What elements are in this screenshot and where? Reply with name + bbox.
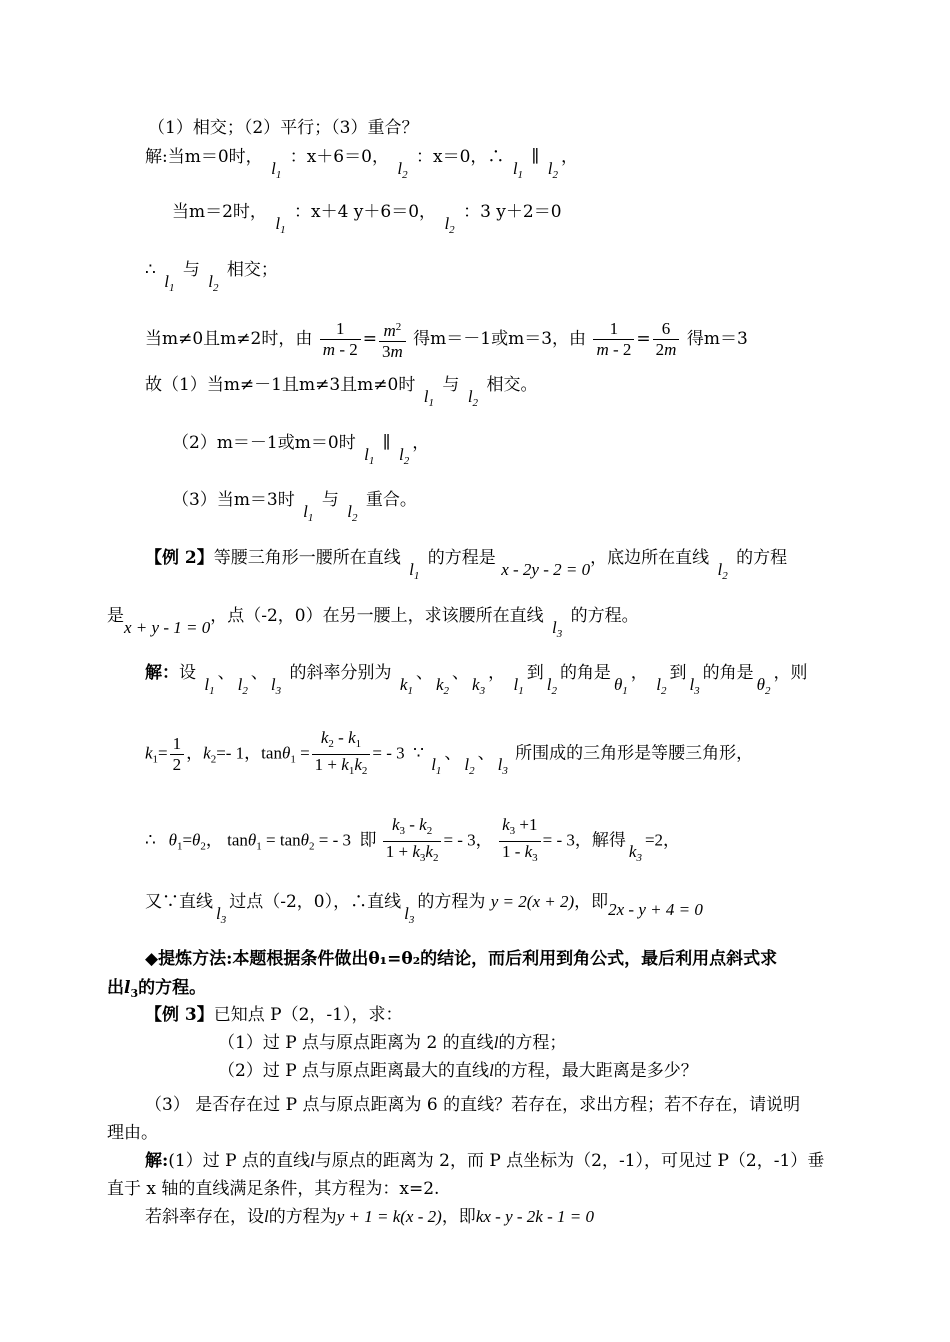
theta-2: $\theta_2$ <box>756 675 771 697</box>
text: ：x＋4 y＋6＝0， <box>293 202 437 222</box>
conclusion-2: （2）m＝－1或m＝0时 $l_1$ ∥ $l_2$， <box>172 432 429 460</box>
line-l2: $l_2$ <box>656 675 667 697</box>
line-l2: $l_2$ <box>399 445 410 467</box>
line-l2: $l_2$ <box>546 675 557 697</box>
text: ∥ <box>382 433 391 453</box>
text: 到 <box>526 663 544 683</box>
text: （1）相交；（2）平行；（3）重合？ <box>148 118 419 138</box>
text: 出 <box>107 978 124 998</box>
text: 已知点 P（2，-1），求： <box>213 1005 403 1025</box>
fraction: $\frac{6}{2m}$ <box>653 319 680 360</box>
example-2-line-2 <box>107 605 639 640</box>
text: 与原点的距离为 2，而 P 点坐标为（2，-1），可见过 P（2，-1）垂 <box>314 1151 825 1171</box>
line-l1: $l_1$ <box>303 502 314 524</box>
solution-intersect <box>145 259 278 294</box>
line-l: l <box>493 1033 499 1052</box>
text: （3）当m＝3时 <box>172 490 295 510</box>
slope-k2: $k_2$ <box>435 675 450 697</box>
line-l3: $l_3$ <box>216 904 227 926</box>
text: 的角是 <box>559 663 611 683</box>
fraction: $\frac{1}{m - 2}$ <box>320 319 361 360</box>
slope-k3: $k_3$ <box>628 842 642 865</box>
text: 得m＝－1或m＝3，由 <box>413 329 587 349</box>
solution-general: 当m≠0且m≠2时，由 $\frac{1}{m - 2}$ = $\frac{m^2}{3m}$ 得m＝－1或m＝3，由 $\frac{1}{m - 2}$ = $\frac{6}{2m}$ 得m＝3 <box>145 319 748 361</box>
text: ：3 y＋2＝0 <box>463 202 562 222</box>
text: 的方程是 <box>427 548 496 568</box>
line-l2: $l_2$ <box>444 214 455 236</box>
line-l1: $l_1$ <box>204 675 215 697</box>
text: ，底边所在直线 <box>590 548 710 568</box>
line-l1: $l_1$ <box>275 214 286 236</box>
theta-1: $\theta_1$ <box>613 675 628 697</box>
solution-line-m2 <box>172 201 562 236</box>
solution-2-line-3: ∴ $\theta_1=\theta_2$， tanθ$_1$ = tanθ$_2$ = - 3 即 $\frac{k_3 - k_2}{1 + k_3k_2}$ = - 3， $\frac{k_3 +1}{1 - k_3}$ = - 3，解得$k_3=2$， <box>145 815 680 871</box>
line-l3: $l_3$ <box>689 675 700 697</box>
solution-tag: 解： <box>145 663 179 683</box>
text: ◆提炼方法:本题根据条件做出θ₁=θ₂的结论，而后利用到角公式，最后利用点斜式求 <box>145 949 778 969</box>
text: 过点（-2，0），∴直线 <box>229 892 402 912</box>
example-3-part-3 <box>145 1094 800 1116</box>
text: 等腰三角形一腰所在直线 <box>213 548 401 568</box>
text: 重合。 <box>365 490 417 510</box>
example-3-line-1 <box>145 1004 402 1026</box>
line-l1: $l_1$ <box>271 159 282 181</box>
text: 的方程为 <box>268 1207 337 1227</box>
solution-3-line-2 <box>107 1178 439 1200</box>
line-l1: $l_1$ <box>512 159 524 181</box>
conclusion-3 <box>172 489 417 524</box>
text: 的角是 <box>702 663 754 683</box>
text: 设 <box>179 663 196 683</box>
line-l3: $l_3$ <box>270 675 282 697</box>
text: 解:当m＝0时， <box>145 147 263 167</box>
line-l2: $l_2$ <box>547 159 558 181</box>
question-parts <box>148 117 418 139</box>
text: 的方程。 <box>138 978 207 998</box>
slope-k1: $k_1$ <box>399 675 413 697</box>
equation: x - 2y - 2 = 0 <box>501 560 591 579</box>
equation: y = 2(x + 2) <box>490 892 575 911</box>
conclusion-1 <box>145 374 538 409</box>
text: 所围成的三角形是等腰三角形， <box>515 743 754 764</box>
equation: 2x - y + 4 = 0 <box>608 900 703 919</box>
text: 与 <box>442 375 460 395</box>
text: （2）过 P 点与原点距离最大的直线 <box>218 1061 490 1081</box>
text: 的方程为 <box>417 892 486 912</box>
text: 故（1）当m≠－1且m≠3且m≠0时 <box>145 375 416 395</box>
solution-3-line-3 <box>145 1206 594 1228</box>
slope-k3: $k_3$ <box>472 675 486 697</box>
text: =2， <box>644 830 681 850</box>
line-l2: $l_2$ <box>717 560 728 582</box>
text: ∥ <box>531 147 540 167</box>
line-l3: $l_3$ <box>497 755 508 778</box>
text: 当m≠0且m≠2时，由 <box>145 329 313 349</box>
text: 的方程 <box>736 548 788 568</box>
line-l1: $l_1$ <box>423 387 434 409</box>
solution-tag: 解: <box>145 1151 169 1171</box>
text: （1）过 P 点与原点距离为 2 的直线 <box>218 1033 494 1053</box>
text: 的方程。 <box>570 606 639 626</box>
example-3-part-1 <box>218 1032 566 1054</box>
solution-2-line-2: $k_1=$ $\frac{1}{2}$ ，$k_2=-$ 1，tanθ$_1$ = $\frac{k_2 - k_1}{1 + k_1k_2}$ = - 3 ∵ $l_1$、$l_2$、$l_3$ 所围成的三角形是等腰三角形， <box>145 728 753 784</box>
text: 与 <box>321 490 339 510</box>
fraction: $\frac{k_3 - k_2}{1 + k_3k_2}$ <box>383 815 442 868</box>
text: （2）m＝－1或m＝0时 <box>172 433 356 453</box>
line-l1: $l_1$ <box>513 675 524 697</box>
text: 当m＝2时， <box>172 202 267 222</box>
text: （3） 是否存在过 P 点与原点距离为 6 的直线？若存在，求出方程；若不存在，请说明 <box>145 1095 801 1115</box>
line-l: l <box>309 1151 315 1170</box>
example-tag: 【例 2】 <box>145 548 214 568</box>
text: 是 <box>107 606 124 626</box>
text: ：x＝0，∴ <box>416 147 505 167</box>
text: 直于 x 轴的直线满足条件，其方程为：x=2. <box>107 1179 440 1199</box>
line-l: l <box>264 1207 269 1226</box>
example-3-part-2 <box>218 1060 698 1082</box>
text: 与 <box>182 260 200 280</box>
text: 相交。 <box>486 375 538 395</box>
equation: x + y - 1 = 0 <box>124 618 211 637</box>
line-l2: $l_2$ <box>237 675 248 697</box>
fraction: $\frac{k_3 +1}{1 - k_3}$ <box>499 815 541 868</box>
text: 理由。 <box>107 1123 158 1143</box>
text: 又∵直线 <box>145 892 213 912</box>
line-l2: $l_2$ <box>397 159 408 181</box>
line-l1: $l_1$ <box>364 445 375 467</box>
line-l2: $l_2$ <box>464 755 475 778</box>
solution-2-line-4 <box>145 891 703 926</box>
solution-3-line-1 <box>145 1150 824 1172</box>
text: 得m＝3 <box>686 329 748 349</box>
text: ：x＋6＝0， <box>289 147 389 167</box>
text: ，即 <box>441 1207 476 1227</box>
example-2-line-1 <box>145 547 788 582</box>
text: ，即 <box>574 892 609 912</box>
method-summary <box>145 948 777 970</box>
fraction: $\frac{1}{m - 2}$ <box>593 319 634 360</box>
fraction: $\frac{1}{2}$ <box>170 734 185 775</box>
solution-line-m0: 解:当m＝0时， $l_1$ ：x＋6＝0， $l_2$ ：x＝0，∴ $l_1$ ∥ $l_2$， <box>145 146 578 174</box>
fraction: $\frac{m^2}{3m}$ <box>379 317 406 362</box>
text: (1）过 P 点的直线 <box>168 1151 310 1171</box>
line-l1: $l_1$ <box>409 560 420 582</box>
text: ∴ <box>145 260 156 280</box>
line-l2: $l_2$ <box>467 387 479 409</box>
equation: y + 1 = k(x - 2) <box>336 1207 442 1226</box>
text: ，解得 <box>574 830 626 851</box>
text: 相交； <box>226 260 278 280</box>
line-l2: $l_2$ <box>208 272 219 294</box>
text: 若斜率存在，设 <box>145 1207 264 1227</box>
line-l1: $l_1$ <box>164 272 175 294</box>
line-l3: $l_3$ <box>404 904 415 926</box>
line-l3: $l_3$ <box>552 618 563 640</box>
line-l1: $l_1$ <box>431 755 442 778</box>
text: 到 <box>669 663 687 683</box>
text: ，点（-2，0）在另一腰上，求该腰所在直线 <box>210 606 544 626</box>
example-3-part-3b <box>107 1122 158 1144</box>
text: 的斜率分别为 <box>289 663 392 683</box>
text: ，则 <box>773 663 808 683</box>
solution-2-line-1: 解：设 $l_1$、$l_2$、$l_3$ 的斜率分别为 $k_1$、$k_2$、$k_3$， $l_1$到$l_2$的角是$\theta_1$， $l_2$到$l_3$的角是$\theta_2$，则 <box>145 662 808 690</box>
method-summary-2: 出$l_3$的方程。 <box>107 978 207 1000</box>
line-l: l <box>489 1061 494 1080</box>
line-l2: $l_2$ <box>347 502 358 524</box>
example-tag: 【例 3】 <box>145 1005 214 1025</box>
text: 的方程，最大距离是多少？ <box>493 1061 698 1081</box>
fraction: $\frac{k_2 - k_1}{1 + k_1k_2}$ <box>312 728 371 781</box>
equation: kx - y - 2k - 1 = 0 <box>475 1207 594 1226</box>
text: 的方程； <box>498 1033 567 1053</box>
